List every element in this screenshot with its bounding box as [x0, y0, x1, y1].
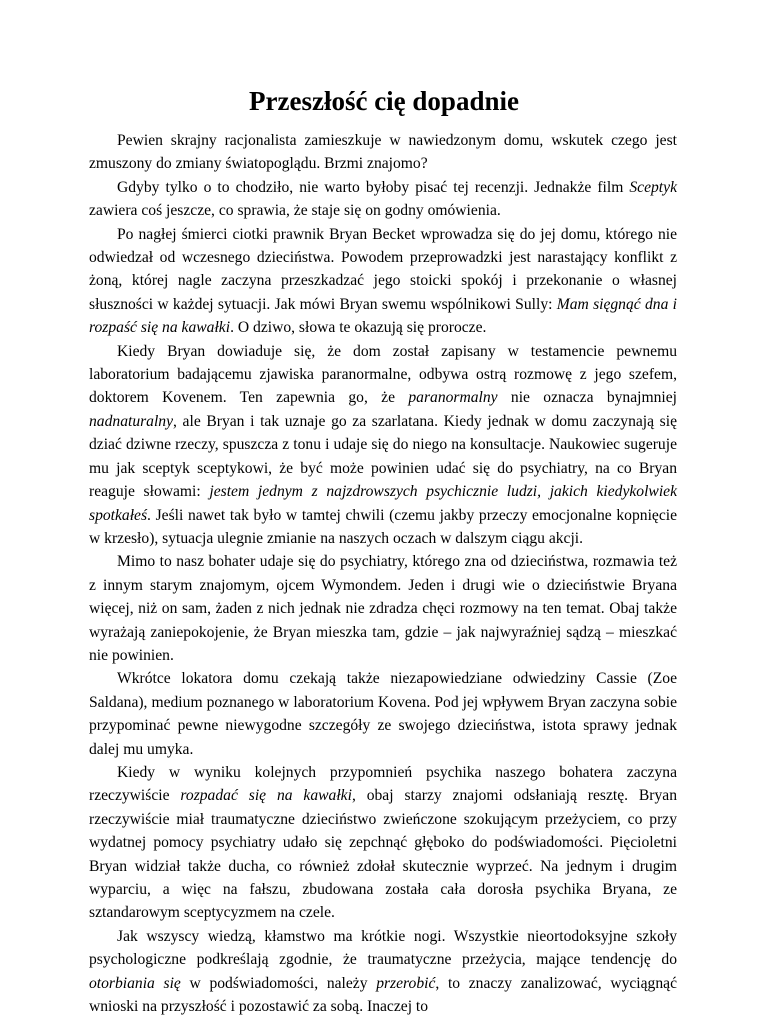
review-paragraph [89, 667, 677, 761]
italic-phrase: rozpadać się na kawałki [180, 787, 352, 805]
review-body [89, 129, 677, 1018]
review-paragraph [89, 176, 677, 223]
text-segment: . O dziwo, słowa te okazują się prorocze. [230, 319, 487, 337]
text-segment: Po nagłej śmierci ciotki prawnik Bryan Becket wprowadza się do jej domu, którego nie odwiedzał od wczesnego dzieciństwa. Powodem przeprowadzki jest narastający konflikt z żoną, której nagle zaczyna przeszkadzać jego stoicki spokój i przekonanie o własnej słuszności w każdej sytuacji. Jak mówi Bryan swemu wspólnikowi Sully: [89, 225, 677, 313]
text-segment: zawiera coś jeszcze, co sprawia, że staje się on godny omówienia. [89, 202, 501, 220]
italic-phrase: przerobić [376, 974, 436, 992]
italic-phrase: otorbiania się [89, 974, 181, 992]
text-segment: , to znaczy zanalizować, wyciągnąć wnioski na przyszłość i pozostawić za sobą. Inaczej to [89, 974, 677, 1016]
text-segment: Wkrótce lokatora domu czekają także niezapowiedziane odwiedziny Cassie (Zoe Saldana), medium poznanego w laboratorium Kovena. Pod jej wpływem Bryan zaczyna sobie przypominać pewne niewygodne szczegóły ze swojego dzieciństwa, istota sprawy jednak dalej mu umyka. [89, 670, 677, 758]
review-paragraph [89, 340, 677, 551]
text-segment: Kiedy Bryan dowiaduje się, że dom został zapisany w testamencie pewnemu laboratorium badającemu zjawiska paranormalne, odbywa ostrą rozmowę z jego szefem, doktorem Kovenem. Ten zapewnia go, że [89, 342, 677, 407]
review-paragraph [89, 925, 677, 1018]
text-segment: Kiedy w wyniku kolejnych przypomnień psychika naszego bohatera zaczyna rzeczywiście [89, 763, 677, 805]
review-paragraph [89, 550, 677, 667]
italic-phrase: paranormalny [408, 389, 498, 407]
text-segment: , obaj starzy znajomi odsłaniają resztę. Bryan rzeczywiście miał traumatyczne dzieciństwo zwieńczone szokującym przeżyciem, co przy wydatnej pomocy psychiatry udało się zepchnąć głęboko do podświadomości. Pięcioletni Bryan widział także ducha, co również zdołał skutecznie wyprzeć. Na jednym i drugim wyparciu, a więc na fałszu, zbudowana została cała dorosła psychika Bryana, ze sztandarowym sceptycyzmem na czele. [89, 787, 678, 922]
italic-phrase: nadnaturalny [89, 412, 174, 430]
text-segment: . Jeśli nawet tak było w tamtej chwili (czemu jakby przeczy emocjonalne kopnięcie w krzesło), sytuacja ulegnie zmianie na naszych oczach w dalszym ciągu akcji. [89, 506, 677, 547]
page-title: Przeszłość cię dopadnie [249, 86, 519, 116]
review-paragraph [89, 223, 677, 340]
review-paragraph [89, 761, 677, 925]
text-segment: w podświadomości, należy [180, 974, 377, 992]
italic-phrase: jestem jednym z najzdrowszych psychicznie ludzi, jakich kiedykolwiek spotkałeś [89, 483, 677, 524]
text-segment: Jak wszyscy wiedzą, kłamstwo ma krótkie nogi. Wszystkie nieortodoksyjne szkoły psychologiczne podkreślają zgodnie, że traumatyczne przeżycia, mające tendencję do [89, 927, 677, 969]
text-segment: nie oznacza bynajmniej [497, 389, 677, 407]
review-paragraph [89, 129, 677, 176]
italic-phrase: Mam sięgnąć dna i rozpaść się na kawałki [89, 295, 677, 337]
text-segment: Gdyby tylko o to chodziło, nie warto byłoby pisać tej recenzji. Jednakże film [117, 178, 630, 196]
text-segment: Mimo to nasz bohater udaje się do psychiatry, którego zna od dzieciństwa, rozmawia też z innym starym znajomym, ojcem Wymondem. Jeden i drugi wie o dzieciństwie Bryana więcej, niż on sam, żaden z nich jednak nie zdradza chęci rozmowy na ten temat. Obaj także wyrażają zaniepokojenie, że Bryan mieszka tam, gdzie – jak najwyraźniej sądzą – mieszkać nie powinien. [89, 553, 677, 664]
italic-phrase: Sceptyk [629, 178, 677, 196]
text-segment: , ale Bryan i tak uznaje go za szarlatana. Kiedy jednak w domu zaczynają się dziać dziwne rzeczy, spuszcza z tonu i udaje się do niego na konsultacje. Naukowiec sugeruje mu jak sceptyk sceptykowi, że być może powinien udać się do psychiatry, na co Bryan reaguje słowami: [89, 412, 677, 501]
text-segment: Pewien skrajny racjonalista zamieszkuje w nawiedzonym domu, wskutek czego jest zmuszony do zmiany światopoglądu. Brzmi znajomo? [89, 132, 677, 173]
